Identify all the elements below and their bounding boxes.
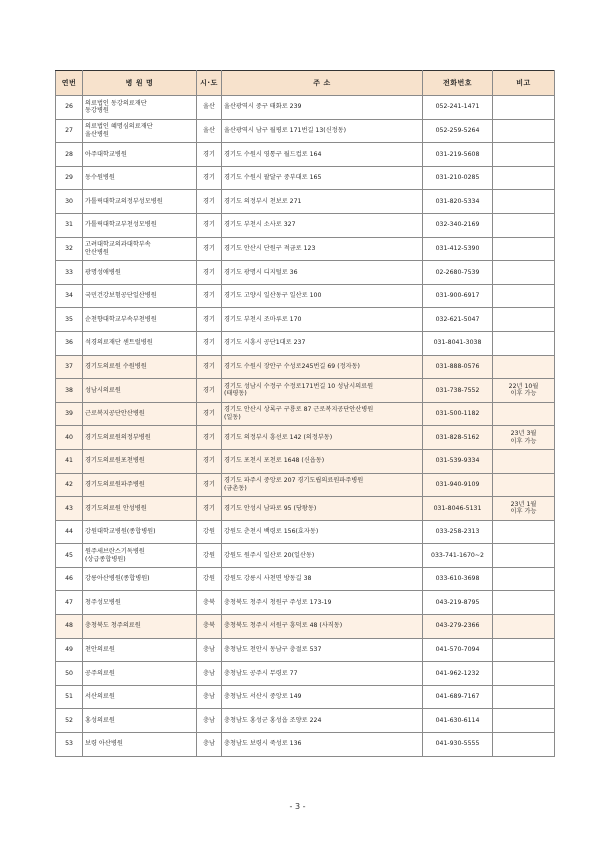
note [493, 213, 555, 237]
note [493, 261, 555, 285]
row-number: 53 [56, 733, 83, 757]
hospital-name: 청주성모병원 [83, 591, 197, 615]
hospital-name: 강원대학교병원(종합병원) [83, 520, 197, 544]
row-number: 31 [56, 213, 83, 237]
hospital-name: 순천향대학교부속부천병원 [83, 308, 197, 332]
region: 경기 [197, 426, 222, 450]
region: 경기 [197, 331, 222, 355]
hospital-name: 경기도의료원파주병원 [83, 473, 197, 497]
phone: 052-241-1471 [423, 96, 493, 120]
table-row [56, 379, 555, 403]
table-row [56, 615, 555, 639]
header-region: 시·도 [197, 71, 222, 96]
address: 경기도 안성시 남파로 95 (당왕동) [222, 497, 423, 521]
address: 경기도 시흥시 공단1대로 237 [222, 331, 423, 355]
address: 경기도 파주시 중앙로 207 경기도립의료원파주병원 (금촌동) [222, 473, 423, 497]
table-row [56, 591, 555, 615]
phone: 041-570-7094 [423, 638, 493, 662]
phone: 041-689-7167 [423, 685, 493, 709]
note [493, 520, 555, 544]
table-row [56, 331, 555, 355]
row-number: 28 [56, 143, 83, 167]
address: 경기도 안산시 상록구 구룡로 87 근로복지공단안산병원 (일동) [222, 402, 423, 426]
hospital-name: 서산의료원 [83, 685, 197, 709]
hospital-name: 국민건강보험공단일산병원 [83, 284, 197, 308]
region: 경기 [197, 308, 222, 332]
row-number: 39 [56, 402, 83, 426]
table-row [56, 261, 555, 285]
row-number: 44 [56, 520, 83, 544]
table-row [56, 520, 555, 544]
address: 경기도 고양시 일산동구 일산로 100 [222, 284, 423, 308]
row-number: 32 [56, 237, 83, 261]
address: 경기도 의정부시 흥선로 142 (의정부동) [222, 426, 423, 450]
note: 22년 10월 이후 가능 [493, 379, 555, 403]
address: 경기도 부천시 조마루로 170 [222, 308, 423, 332]
table-row [56, 544, 555, 568]
note: 23년 1월 이후 가능 [493, 497, 555, 521]
row-number: 41 [56, 449, 83, 473]
note [493, 591, 555, 615]
address: 충청북도 청주시 서원구 흥덕로 48 (사직동) [222, 615, 423, 639]
row-number: 51 [56, 685, 83, 709]
hospital-name: 근로복지공단안산병원 [83, 402, 197, 426]
address: 강원도 춘천시 백령로 156(효자동) [222, 520, 423, 544]
region: 충북 [197, 615, 222, 639]
note [493, 237, 555, 261]
phone: 031-412-5390 [423, 237, 493, 261]
phone: 041-962-1232 [423, 662, 493, 686]
region: 경기 [197, 402, 222, 426]
phone: 031-539-9334 [423, 449, 493, 473]
header-address: 주 소 [222, 71, 423, 96]
note [493, 544, 555, 568]
table-row [56, 190, 555, 214]
region: 경기 [197, 473, 222, 497]
page-number: - 3 - [289, 802, 306, 811]
phone: 031-900-6917 [423, 284, 493, 308]
table-row [56, 449, 555, 473]
region: 경기 [197, 261, 222, 285]
region: 강원 [197, 544, 222, 568]
phone: 043-219-8795 [423, 591, 493, 615]
hospital-name: 가톨릭대학교부천성모병원 [83, 213, 197, 237]
note [493, 119, 555, 143]
address: 강원도 원주시 일산로 20(일산동) [222, 544, 423, 568]
region: 울산 [197, 96, 222, 120]
table-body [56, 96, 555, 757]
address: 충청남도 천안시 동남구 충절로 537 [222, 638, 423, 662]
region: 경기 [197, 379, 222, 403]
table-row [56, 497, 555, 521]
row-number: 27 [56, 119, 83, 143]
phone: 031-8041-3038 [423, 331, 493, 355]
address: 경기도 부천시 소사로 327 [222, 213, 423, 237]
hospital-name: 경기도의료원의정부병원 [83, 426, 197, 450]
note [493, 96, 555, 120]
phone: 041-930-5555 [423, 733, 493, 757]
hospital-name: 보령 아산병원 [83, 733, 197, 757]
note: 23년 3월 이후 가능 [493, 426, 555, 450]
address: 경기도 광명시 디지털로 36 [222, 261, 423, 285]
hospital-name: 원주세브란스기독병원 (상급종합병원) [83, 544, 197, 568]
region: 강원 [197, 520, 222, 544]
header-phone: 전화번호 [423, 71, 493, 96]
table-row [56, 237, 555, 261]
phone: 032-621-5047 [423, 308, 493, 332]
note [493, 449, 555, 473]
table-row [56, 213, 555, 237]
region: 충남 [197, 709, 222, 733]
region: 경기 [197, 213, 222, 237]
header-note: 비고 [493, 71, 555, 96]
note [493, 308, 555, 332]
region: 충북 [197, 591, 222, 615]
hospital-name: 광명성애병원 [83, 261, 197, 285]
address: 충청남도 서산시 중앙로 149 [222, 685, 423, 709]
phone: 031-8046-5131 [423, 497, 493, 521]
address: 경기도 수원시 장안구 수성로245번길 69 (정자동) [222, 355, 423, 379]
phone: 032-340-2169 [423, 213, 493, 237]
note [493, 685, 555, 709]
address: 충청남도 홍성군 홍성읍 조양로 224 [222, 709, 423, 733]
phone: 033-258-2313 [423, 520, 493, 544]
hospital-name: 공주의료원 [83, 662, 197, 686]
row-number: 42 [56, 473, 83, 497]
table-row [56, 284, 555, 308]
row-number: 49 [56, 638, 83, 662]
region: 경기 [197, 237, 222, 261]
note [493, 284, 555, 308]
hospital-name: 석경의료재단 센트럴병원 [83, 331, 197, 355]
table-row [56, 402, 555, 426]
table-row [56, 473, 555, 497]
table-header-row [56, 71, 555, 96]
table-row [56, 355, 555, 379]
row-number: 50 [56, 662, 83, 686]
note [493, 733, 555, 757]
phone: 031-888-0576 [423, 355, 493, 379]
row-number: 47 [56, 591, 83, 615]
hospital-name: 충청북도 청주의료원 [83, 615, 197, 639]
table-row [56, 143, 555, 167]
table-row [56, 96, 555, 120]
note [493, 190, 555, 214]
region: 충남 [197, 638, 222, 662]
note [493, 166, 555, 190]
phone: 052-259-5264 [423, 119, 493, 143]
table-row [56, 567, 555, 591]
address: 울산광역시 남구 월평로 171번길 13(신정동) [222, 119, 423, 143]
phone: 02-2680-7539 [423, 261, 493, 285]
hospital-name: 강릉아산병원(종합병원) [83, 567, 197, 591]
region: 충남 [197, 685, 222, 709]
row-number: 29 [56, 166, 83, 190]
hospital-name: 가톨릭대학교의정부성모병원 [83, 190, 197, 214]
row-number: 34 [56, 284, 83, 308]
address: 충청남도 공주시 무령로 77 [222, 662, 423, 686]
region: 경기 [197, 190, 222, 214]
region: 울산 [197, 119, 222, 143]
address: 강원도 강릉시 사천면 방동길 38 [222, 567, 423, 591]
region: 경기 [197, 143, 222, 167]
phone: 031-500-1182 [423, 402, 493, 426]
row-number: 43 [56, 497, 83, 521]
note [493, 638, 555, 662]
note [493, 355, 555, 379]
region: 경기 [197, 166, 222, 190]
row-number: 35 [56, 308, 83, 332]
region: 강원 [197, 567, 222, 591]
row-number: 30 [56, 190, 83, 214]
table-row [56, 308, 555, 332]
address: 충청남도 보령시 죽성로 136 [222, 733, 423, 757]
hospital-name: 경기도의료원 안성병원 [83, 497, 197, 521]
row-number: 38 [56, 379, 83, 403]
header-number: 연번 [56, 71, 83, 96]
note [493, 615, 555, 639]
phone: 031-210-0285 [423, 166, 493, 190]
note [493, 143, 555, 167]
note [493, 402, 555, 426]
note [493, 662, 555, 686]
hospital-table [55, 70, 555, 757]
hospital-name: 동수원병원 [83, 166, 197, 190]
phone: 031-940-9109 [423, 473, 493, 497]
address: 경기도 수원시 팔달구 중부대로 165 [222, 166, 423, 190]
phone: 031-219-5608 [423, 143, 493, 167]
row-number: 40 [56, 426, 83, 450]
region: 경기 [197, 449, 222, 473]
phone: 043-279-2366 [423, 615, 493, 639]
hospital-name: 성남시의료원 [83, 379, 197, 403]
phone: 033-741-1670~2 [423, 544, 493, 568]
row-number: 36 [56, 331, 83, 355]
table-row [56, 166, 555, 190]
hospital-name: 경기도의료원포천병원 [83, 449, 197, 473]
region: 경기 [197, 355, 222, 379]
hospital-name: 의료법인 동강의료재단 동강병원 [83, 96, 197, 120]
region: 경기 [197, 284, 222, 308]
address: 울산광역시 중구 태화로 239 [222, 96, 423, 120]
phone: 033-610-3698 [423, 567, 493, 591]
hospital-name: 의료법인 혜명심의료재단 울산병원 [83, 119, 197, 143]
table-row [56, 662, 555, 686]
address: 경기도 의정부시 천보로 271 [222, 190, 423, 214]
table-row [56, 709, 555, 733]
note [493, 331, 555, 355]
row-number: 26 [56, 96, 83, 120]
phone: 031-820-5334 [423, 190, 493, 214]
table-row [56, 685, 555, 709]
table-row [56, 733, 555, 757]
region: 충남 [197, 733, 222, 757]
hospital-name: 고려대학교의과대학부속 안산병원 [83, 237, 197, 261]
phone: 031-828-5162 [423, 426, 493, 450]
phone: 041-630-6114 [423, 709, 493, 733]
hospital-name: 홍성의료원 [83, 709, 197, 733]
address: 경기도 수원시 영통구 월드컵로 164 [222, 143, 423, 167]
note [493, 567, 555, 591]
note [493, 473, 555, 497]
hospital-name: 경기도의료원 수원병원 [83, 355, 197, 379]
note [493, 709, 555, 733]
address: 충청북도 청주시 청원구 주성로 173-19 [222, 591, 423, 615]
region: 충남 [197, 662, 222, 686]
table-row [56, 426, 555, 450]
row-number: 46 [56, 567, 83, 591]
table-row [56, 638, 555, 662]
row-number: 52 [56, 709, 83, 733]
row-number: 33 [56, 261, 83, 285]
row-number: 45 [56, 544, 83, 568]
address: 경기도 안산시 단원구 적금로 123 [222, 237, 423, 261]
phone: 031-738-7552 [423, 379, 493, 403]
row-number: 37 [56, 355, 83, 379]
address: 경기도 포천시 포천로 1648 (신읍동) [222, 449, 423, 473]
hospital-name: 천안의료원 [83, 638, 197, 662]
row-number: 48 [56, 615, 83, 639]
header-hospital-name: 병 원 명 [83, 71, 197, 96]
hospital-name: 아주대학교병원 [83, 143, 197, 167]
table-row [56, 119, 555, 143]
address: 경기도 성남시 수정구 수정로171번길 10 성남시의료원 (태평동) [222, 379, 423, 403]
region: 경기 [197, 497, 222, 521]
